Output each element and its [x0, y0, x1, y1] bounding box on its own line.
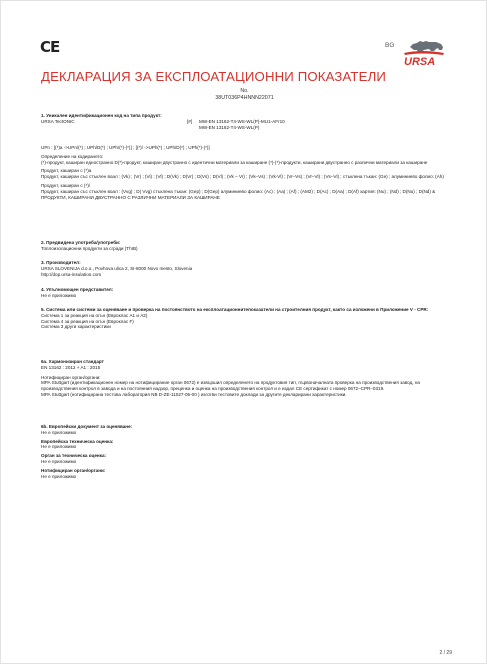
marker: [#]	[187, 119, 193, 124]
ead-heading: 6b. Европейски документ за оценяване:	[41, 424, 133, 429]
authorised-representative: Не е приложимо	[41, 292, 77, 298]
polar-bear-icon	[410, 41, 443, 52]
manufacturer-address: URSA SLOVENIJA d.o.o., Povhova ulica 2, SI-8000 Novo mesto, Slovenia	[41, 265, 193, 271]
section-3	[41, 260, 450, 277]
section-5	[41, 307, 450, 330]
two-side-text: Продукт, каширан със стъклен воал : (Vvg) ; D( Vvg) стъклена тъкан: (Gep) ; D(Gep) алуминиево фолио: (Ac) ; (Aa) ; (Af) ; (AM2) ; D(Ac) ; D(Aa) ; D(Af) хартия: (Nu) ; (Nd) ; D(Nu) ; D(Nd) & ПРОДУКТИ, КАШИРАНИ ДВУСТРАННО С РАЗЛИЧНИ МАТЕРИАЛИ ЗА КАШИРАНЕ	[41, 188, 436, 200]
notified-body-text-2: MPA Stuttgart (нотифицирана тестова лаборатория NB D-ZE-11027-05-00 ) изготви тестовите доклади за другите декларирани характеристики.	[41, 391, 347, 397]
section-6b	[41, 424, 450, 479]
section-1-heading: 1. Уникален идентификационен код на типа продукт:	[41, 113, 162, 118]
eta-heading: Европейска техническа оценка:	[41, 438, 114, 444]
section-2-heading: 2. Предвидена употреба/употреби:	[41, 240, 121, 245]
intended-use: Топлоизолационни продукти за сгради (ThIB)	[41, 245, 138, 251]
brand-text: URSA	[404, 56, 436, 67]
product-code-2: MW-EN 13162-T4-WS-WL(P)	[199, 125, 260, 130]
manufacturer-url[interactable]: http://dop.ursa-insulation.com	[41, 271, 102, 277]
section-1-details	[41, 145, 450, 200]
section-5-heading: 5. Система или системи за оценяване и проверка на постоянството на експлоатационнитепоказатели на строителния продукт, както са изложени в Приложение V - CPR:	[41, 307, 429, 312]
coding-formula: UPn : [(*)a ->UPn/(*) ; UPh/D(*) ; UPh/(*)-(*)] ; [(*)/ ->UPh(*) ; UPh/D(*) ; UPh(*)-(*)]	[41, 145, 210, 150]
tab-value: Не е приложимо	[41, 458, 77, 464]
harmonised-standard: EN 13162 : 2012 + A1 : 2015	[41, 364, 101, 370]
section-4	[41, 287, 450, 299]
product-name: URSA TectONIC	[41, 118, 75, 124]
section-2	[41, 240, 450, 252]
tab-heading: Орган за техническа оценка:	[41, 453, 107, 459]
language-code: BG	[385, 42, 395, 49]
product-code-1: MW-EN 13162-T4-WS-WL(P)-MU1-AFr10	[199, 119, 285, 124]
coding-text: (*)-продукт, каширан едностранно D(*)-продукт, каширан двустранно с идентични материали за каширане (*)-(*)-продукти, каширани двустранно с различни материали за каширане	[41, 159, 428, 165]
eta-value: Не е приложимо	[41, 444, 77, 450]
system-line: Система 4 за реакция на огън (Евроклас F)	[41, 318, 134, 324]
nb-heading: Нотифициран орган/органи:	[41, 467, 106, 473]
section-4-heading: 4. Упълномощен представител:	[41, 287, 114, 292]
two-side-label: Продукт, каширан с (*)/	[41, 182, 91, 188]
nb-value: Не е приложимо	[41, 473, 77, 479]
doc-no-label: No.	[240, 88, 249, 94]
document-title: ДЕКЛАРАЦИЯ ЗА ЕКСПЛОАТАЦИОННИ ПОКАЗАТЕЛИ	[41, 69, 387, 84]
system-line: Система 3 други характеристики	[41, 324, 111, 330]
notified-body-label: Нотифициран орган/органи:	[41, 374, 101, 380]
page-number: 2 / 29	[439, 650, 452, 656]
one-side-label: Продукт, каширан с (*)а	[41, 168, 92, 174]
ursa-logo	[396, 37, 448, 67]
coding-title: Определение на кодирането:	[41, 153, 104, 159]
system-line: Система 1 за реакция на огън (Евроклас A1 и A2)	[41, 312, 148, 318]
one-side-text: Продукт, каширан със стъклен воал : (Vk) ; (Vr) ; (Vi) ; (Vl) ; D(Vk) ; D(Vr) ; D(Vs) ; D(Vl) ; (Vk – Vr) ; (Vk–Vs) ; (Vk-Vl) ; (Vr–Vs) ; (Vr–Vl) ; (Vs–Vl) ; стъклена тъкан: (Ge) ; алуминиево фолио: (Ah)	[41, 174, 444, 180]
section-6a	[41, 359, 450, 398]
section-3-heading: 3. Производител:	[41, 260, 81, 265]
doc-number: 38UT036P4HNNN22071	[215, 95, 274, 101]
ce-mark: CE	[40, 38, 60, 56]
section-6a-heading: 6а. Хармонизиран стандарт	[41, 359, 104, 364]
ead-value: Не е приложимо	[41, 429, 77, 435]
notified-body-text-1: MPA Stuttgart (идентификационен номер на нотифицирание орган 0672) е извършил определянето на продуктовия тип, първоначалната проверка на производствения завод, на производствения контрол в завода и на постоянния надзор, преценка и оценка на производствения контрол и е издал CE сертификат с номер 0672–CPR–0319.	[41, 380, 420, 392]
